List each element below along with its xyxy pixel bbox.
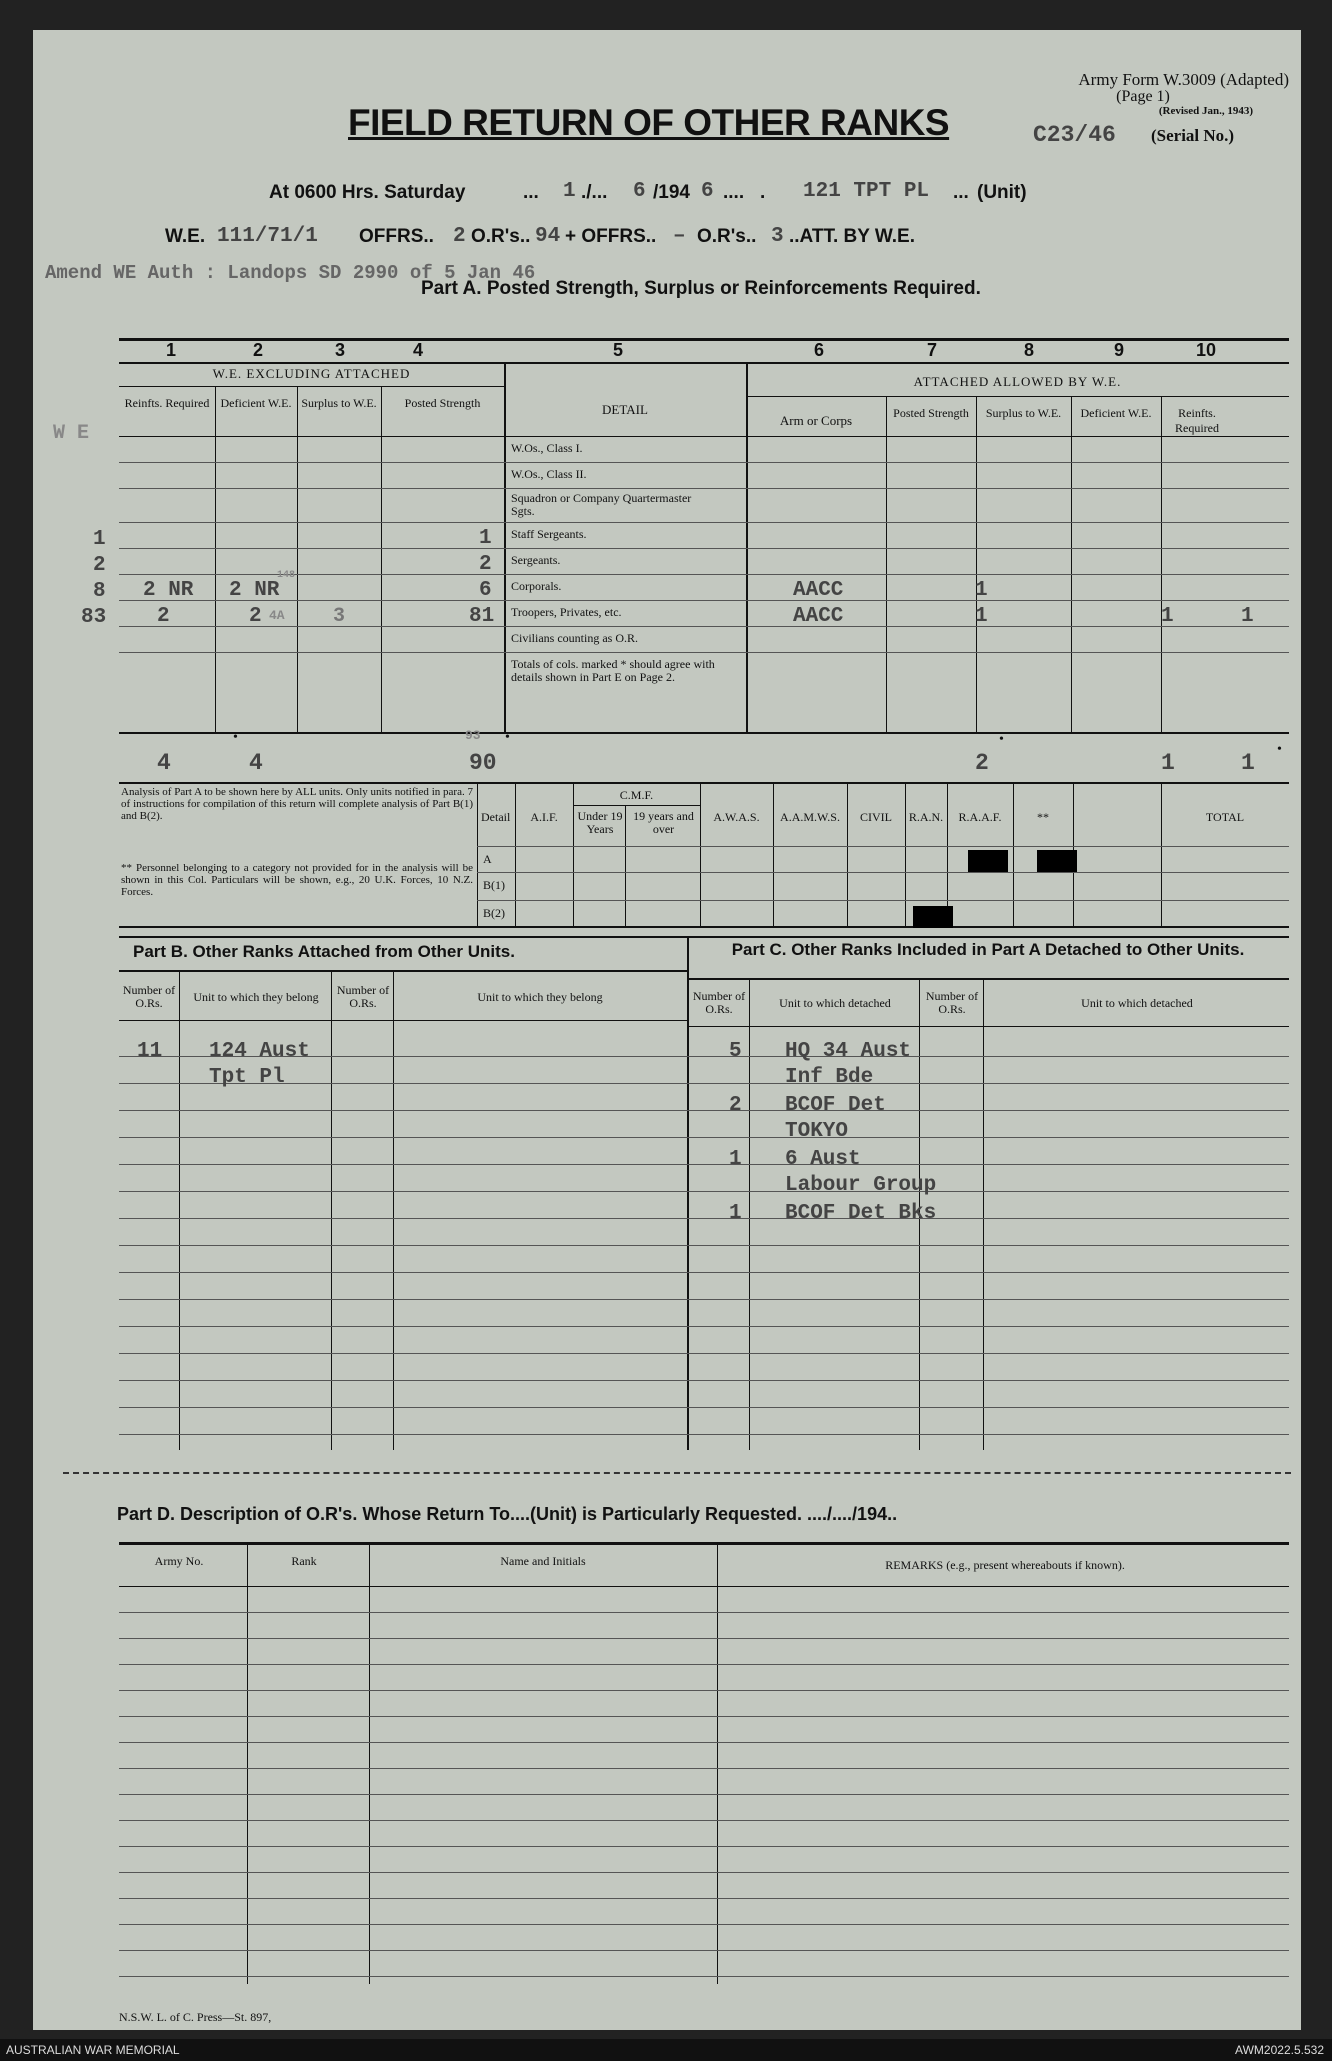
amend-note: Amend WE Auth : Landops SD 2990 of 5 Jan 46 — [45, 262, 536, 284]
serial-label: (Serial No.) — [1151, 126, 1235, 145]
ruled-line — [119, 1299, 1289, 1300]
ruled-line — [119, 1353, 1289, 1354]
col-head: Surplus to W.E. — [985, 406, 1062, 420]
ruled-line — [119, 1820, 1289, 1821]
detail-totals-note: Totals of cols. marked * should agree with details shown in Part E on Page 2. — [511, 657, 715, 684]
part-c-unit: 6 Aust — [785, 1148, 861, 1171]
part-b-count: 11 — [137, 1040, 163, 1063]
total-att-posted: 2 — [975, 750, 989, 776]
col-number: 10 — [1196, 340, 1217, 360]
part-c-unit-head: Unit to which detached — [779, 996, 891, 1010]
detail-pvts: Troopers, Privates, etc. — [511, 605, 622, 619]
ors-value: 94 — [535, 225, 561, 248]
ruled-line — [119, 1768, 1289, 1769]
ruled-line — [119, 1664, 1289, 1665]
serial-number: C23/46 — [1033, 122, 1116, 148]
analysis-note-2: ** Personnel belonging to a category not provided for in the analysis will be shown in this Col. Particulars will be shown, e.g., 20 U.K. Forces, 10 N.Z. Forces. — [121, 862, 473, 898]
revised-date: (Revised Jan., 1943) — [1158, 105, 1253, 117]
part-c-count: 2 — [729, 1094, 742, 1117]
page-title: FIELD RETURN OF OTHER RANKS — [348, 102, 950, 143]
ruled-line — [119, 1407, 1289, 1408]
detail-sgts: Sergeants. — [511, 553, 561, 567]
posted-sgts: 2 — [479, 553, 492, 576]
col-head: Reinfts. Required — [124, 396, 210, 410]
col-number: 3 — [335, 340, 346, 360]
part-c-unit-head: Unit to which detached — [1081, 996, 1193, 1010]
part-b-num-head: Number of O.Rs. — [122, 983, 176, 1010]
surplus-pvts: 3 — [333, 605, 346, 628]
part-b-title: Part B. Other Ranks Attached from Other Units. — [133, 942, 515, 961]
deficient-cpls: 2 NR — [229, 579, 280, 602]
ruled-line — [119, 1716, 1289, 1717]
archive-footer — [0, 2039, 1332, 2061]
col-number: 9 — [1114, 340, 1125, 360]
form-number: Army Form W.3009 (Adapted) — [1078, 70, 1289, 89]
ruled-line — [119, 1976, 1289, 1977]
total-star: • — [233, 730, 238, 745]
att-deficient-pvts: 1 — [1161, 605, 1174, 628]
ruled-line — [119, 1326, 1289, 1327]
ruled-line — [119, 1950, 1289, 1951]
ruled-line — [119, 1380, 1289, 1381]
att-label: ..ATT. BY W.E. — [789, 226, 915, 247]
col-head: Posted Strength — [404, 396, 481, 410]
we-label: W.E. — [165, 226, 206, 247]
att-posted-pvts: 1 — [975, 605, 988, 628]
part-c-unit: Inf Bde — [785, 1066, 874, 1089]
analysis-total: TOTAL — [1205, 810, 1245, 824]
ruled-line — [119, 1191, 1289, 1192]
analysis-row-a: A — [483, 852, 492, 866]
redaction-block — [968, 850, 1008, 872]
col-head: Posted Strength — [893, 406, 969, 420]
col-head: Reinfts. Required — [1175, 406, 1219, 435]
footer-right: AWM2022.5.532 — [1235, 2043, 1324, 2057]
part-d-title: Part D. Description of O.R's. Whose Return To....(Unit) is Particularly Requested. ..../..../194.. — [117, 1504, 898, 1524]
ruled-line — [119, 1110, 1289, 1111]
col-number: 4 — [413, 340, 424, 360]
ruled-line — [119, 1434, 1289, 1435]
col-number: 5 — [613, 340, 624, 360]
total-reinfts: 4 — [157, 750, 171, 776]
attached-allowed-header: ATTACHED ALLOWED BY W.E. — [913, 374, 1122, 389]
analysis-aamws: A.A.M.W.S. — [780, 810, 840, 824]
detail-staff-sgts: Staff Sergeants. — [511, 527, 587, 541]
att-posted-cpls: 1 — [975, 579, 988, 602]
part-c-unit: Labour Group — [785, 1174, 937, 1197]
part-c-num-head: Number of O.Rs. — [925, 989, 979, 1016]
analysis-row-b1: B(1) — [483, 878, 505, 892]
ruled-line — [119, 1612, 1289, 1613]
plus-offrs-label: + OFFRS.. — [565, 226, 657, 247]
col-number: 6 — [814, 340, 825, 360]
total-att-deficient: 1 — [1161, 750, 1175, 776]
redaction-block — [1037, 850, 1077, 872]
pencil-note: 93 — [465, 728, 481, 743]
part-c-unit: TOKYO — [785, 1120, 849, 1143]
part-c-count: 1 — [729, 1202, 742, 1225]
detail-cqms: Squadron or Company Quartermaster Sgts. — [511, 491, 692, 518]
ruled-line — [119, 1137, 1289, 1138]
total-att-reinfts: 1 — [1241, 750, 1255, 776]
reinfts-cpls: 2 NR — [143, 579, 194, 602]
ruled-line — [119, 1924, 1289, 1925]
tear-line — [63, 1472, 1291, 1474]
deficient-pvts: 2 — [249, 605, 262, 628]
detail-civilians: Civilians counting as O.R. — [511, 631, 638, 645]
col-number: 2 — [253, 340, 264, 360]
page-indicator: (Page 1) — [1116, 88, 1170, 105]
col-head: Deficient W.E. — [220, 396, 292, 410]
detail-wo1: W.Os., Class I. — [511, 441, 583, 455]
pencil-note: 4A — [269, 608, 285, 623]
part-b-unit: Tpt Pl — [209, 1066, 285, 1089]
ruled-line — [119, 1218, 1289, 1219]
pencil-note: 148 — [277, 570, 296, 581]
part-d-head: Rank — [291, 1554, 317, 1568]
col-head: Surplus to W.E. — [301, 396, 377, 410]
part-b-unit: 124 Aust — [209, 1040, 310, 1063]
part-b-unit-head: Unit to which they belong — [477, 990, 603, 1004]
analysis-under19: Under 19 Years — [577, 809, 623, 836]
year-prefix: /194 — [653, 182, 690, 203]
analysis-cmf: C.M.F. — [619, 788, 654, 802]
reinfts-pvts: 2 — [157, 605, 170, 628]
analysis-ran: R.A.N. — [908, 810, 944, 824]
analysis-row-b2: B(2) — [483, 906, 505, 920]
part-c-title: Part C. Other Ranks Included in Part A Detached to Other Units. — [731, 940, 1245, 959]
posted-pvts: 81 — [469, 605, 495, 628]
total-star: • — [999, 732, 1004, 747]
ruled-line — [119, 1272, 1289, 1273]
part-d-head: REMARKS (e.g., present whereabouts if known). — [885, 1558, 1125, 1572]
col-head: DETAIL — [602, 402, 648, 417]
ruled-line — [119, 1638, 1289, 1639]
total-posted: 90 — [469, 750, 497, 776]
ruled-line — [119, 1690, 1289, 1691]
part-d-head: Name and Initials — [500, 1554, 586, 1568]
part-c-count: 1 — [729, 1148, 742, 1171]
year-digit: 6 — [701, 180, 714, 203]
margin-value: 83 — [81, 606, 107, 629]
ruled-line — [119, 1872, 1289, 1873]
analysis-over19: 19 years and over — [633, 809, 694, 836]
arm-pvts: AACC — [793, 605, 844, 628]
part-c-unit: HQ 34 Aust — [785, 1040, 912, 1063]
att-reinfts-pvts: 1 — [1241, 605, 1254, 628]
arm-cpls: AACC — [793, 579, 844, 602]
posted-cpls: 6 — [479, 579, 492, 602]
col-head: Arm or Corps — [779, 413, 853, 428]
ruled-line — [119, 1083, 1289, 1084]
ruled-line — [119, 1164, 1289, 1165]
total-star: • — [1277, 742, 1282, 757]
margin-value: 2 — [93, 554, 106, 577]
detail-wo2: W.Os., Class II. — [511, 467, 587, 481]
part-c-unit: BCOF Det Bks — [785, 1202, 937, 1225]
analysis-awas: A.W.A.S. — [713, 810, 760, 824]
total-deficient: 4 — [249, 750, 263, 776]
analysis-detail-head: Detail — [481, 810, 511, 824]
offrs-value: 2 — [453, 225, 466, 248]
printer-imprint: N.S.W. L. of C. Press—St. 897, — [119, 2010, 272, 2024]
part-a-title: Part A. Posted Strength, Surplus or Reinforcements Required. — [421, 278, 981, 299]
unit-label: (Unit) — [977, 182, 1027, 203]
unit-value: 121 TPT PL — [803, 180, 930, 203]
analysis-raaf: R.A.A.F. — [958, 810, 1002, 824]
margin-value: 8 — [93, 580, 106, 603]
ors-label: O.R's.. — [471, 226, 531, 247]
ruled-line — [119, 1846, 1289, 1847]
day-value: 1 — [563, 180, 576, 203]
ruled-line — [119, 1742, 1289, 1743]
ruled-line — [119, 1898, 1289, 1899]
ruled-line — [119, 1245, 1289, 1246]
col-head: Deficient W.E. — [1080, 406, 1152, 420]
part-c-count: 5 — [729, 1040, 742, 1063]
part-d-head: Army No. — [154, 1554, 204, 1568]
offrs-label: OFFRS.. — [359, 226, 434, 247]
ors2-label: O.R's.. — [697, 226, 757, 247]
part-c-unit: BCOF Det — [785, 1094, 886, 1117]
ors2-value: 3 — [771, 225, 784, 248]
part-c-num-head: Number of O.Rs. — [692, 989, 746, 1016]
we-excluding-header: W.E. EXCLUDING ATTACHED — [212, 366, 411, 381]
detail-cpls: Corporals. — [511, 579, 562, 593]
analysis-note: Analysis of Part A to be shown here by ALL units. Only units notified in para. 7 of instructions for compilation of this return will complete analysis of Part B(1) and B(2). — [121, 786, 473, 822]
col-number: 7 — [927, 340, 938, 360]
posted-staff-sgts: 1 — [479, 527, 492, 550]
month-value: 6 — [633, 180, 646, 203]
we-margin-label: W E — [53, 422, 90, 445]
plus-offrs-value: – — [673, 225, 686, 248]
time-label: At 0600 Hrs. Saturday — [269, 182, 466, 203]
col-number: 8 — [1024, 340, 1035, 360]
total-star: • — [505, 730, 510, 745]
analysis-aif: A.I.F. — [530, 810, 558, 824]
col-number: 1 — [166, 340, 177, 360]
ruled-line — [119, 1794, 1289, 1795]
form-page: Army Form W.3009 (Adapted) (Page 1) (Revised Jan., 1943) FIELD RETURN OF OTHER RANKS C23/46 (Serial No.) At 0600 Hrs. Saturday ... 1 ./... 6 /194 6 .... . 121 TPT PL ... (Unit) W.E. 111/71/1 OFFRS.. 2 O.R's.. 94 + OFFRS.. – O.R's.. 3 ..ATT. BY W.E. Amend WE Auth : Landops SD 2990 of 5 Jan 46 Part A. Posted Strength, Surplus or Reinforcements Required. 1 2 3 4 5 6 7 8 9 10 W.E. EXCLUDING ATTACHED ATTACHED ALLOWED BY W.E. Reinfts. Required Deficient W.E. Surplus to W.E. Posted Strength DETAIL Arm or Corps Posted Strength Surplus to W.E. Deficient W.E. Reinfts. Required W.Os., Class I. W.Os., Class II. Squadron or Company Quartermaster Sgts. Staff Sergeants. Sergeants. Corporals. Troopers, Privates, etc. Civilians counting as O.R. Totals of cols. marked * should agree with details shown in Part E on Page 2. W E 1 2 8 83 1 2 2 NR 2 NR 6 AACC 1 2 2 3 81 AACC 1 1 1 148 4A 93 • • • • 4 4 90 2 1 1 Analysis of Part A to be shown here by ALL units. Only units notified in para. 7 of instructions for compilation of this return will complete analysis of Part B(1) and B(2). ** Personnel belonging to a category not provided for in the analysis will be shown in this Col. Particulars will be shown, e.g., 20 U.K. Forces, 10 N.Z. Forces. Detail A.I.F. C.M.F. Under 19 Years 19 years and over A.W.A.S. A.A.M.W.S. CIVIL R.A.N. R.A.A.F. ** TOTAL A B(1) B(2) Part B. Other Ranks Attached from Other Units. Part C. Other Ranks Included in Part A Detached to Other Units. Number of O.Rs. Unit to which they belong Number of O.Rs. Unit to which they belong Number of O.Rs. Unit to which detached Number of O.Rs. Unit to which detached 11 124 Aust Tpt Pl 5 HQ 34 Aust Inf Bde 2 BCOF Det TOKYO 1 6 Aust Labour Group 1 BCOF Det Bks Part D. Description of O.R's. Whose Return To....(Unit) is Particularly Requested. ..../..../194.. Army No. Rank Name and Initials REMARKS (e.g., present whereabouts if known). N.S.W. L. of C. Press—St. 897, — [33, 30, 1301, 2030]
footer-left: AUSTRALIAN WAR MEMORIAL — [6, 2043, 180, 2057]
analysis-stars: ** — [1037, 810, 1049, 824]
analysis-civil: CIVIL — [860, 810, 892, 824]
part-b-unit-head: Unit to which they belong — [193, 990, 319, 1004]
part-b-num-head: Number of O.Rs. — [336, 983, 390, 1010]
we-value: 111/71/1 — [217, 225, 318, 248]
redaction-block — [913, 906, 953, 928]
margin-value: 1 — [93, 528, 106, 551]
